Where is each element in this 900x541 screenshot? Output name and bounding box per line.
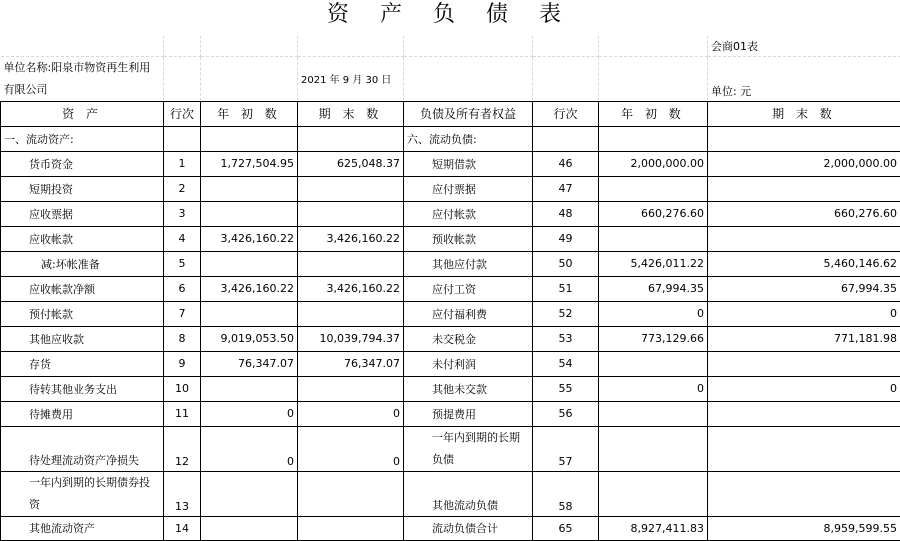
asset-name: 应收帐款 [1,226,164,251]
asset-begin-value [201,301,298,326]
asset-row-no: 8 [164,326,201,351]
liability-end-value [708,401,900,426]
asset-end-value [298,176,404,201]
asset-end-value: 3,426,160.22 [298,226,404,251]
asset-begin-value: 0 [201,401,298,426]
asset-end-value [298,376,404,401]
asset-begin-value [201,471,298,516]
header-row [1,101,900,126]
table-row [1,226,900,251]
asset-row-no: 6 [164,276,201,301]
asset-begin-value [201,176,298,201]
liability-row-no: 46 [533,151,599,176]
liability-end-value [708,176,900,201]
asset-end-value [298,301,404,326]
liability-name: 应付票据 [404,176,533,201]
asset-end-value: 10,039,794.37 [298,326,404,351]
liability-row-no: 56 [533,401,599,426]
liability-row-no: 53 [533,326,599,351]
liability-begin-value [599,176,708,201]
liability-name: 应付帐款 [404,201,533,226]
liability-name: 未交税金 [404,326,533,351]
asset-row-no: 11 [164,401,201,426]
asset-begin-value [201,516,298,540]
liability-begin-value: 67,994.35 [599,276,708,301]
liability-end-value [708,226,900,251]
asset-row-no: 10 [164,376,201,401]
liability-begin-value [599,226,708,251]
liability-row-no: 55 [533,376,599,401]
col-asset: 资 产 [1,101,164,126]
liability-begin-value: 8,927,411.83 [599,516,708,540]
balance-sheet-table [0,36,900,541]
asset-row-no: 3 [164,201,201,226]
asset-name: 待转其他业务支出 [1,376,164,401]
asset-row-no: 12 [164,426,201,471]
asset-name: 减:坏帐准备 [1,251,164,276]
asset-begin-value: 3,426,160.22 [201,226,298,251]
asset-name: 一年内到期的长期债券投资 [1,471,164,516]
asset-begin-value: 76,347.07 [201,351,298,376]
liability-name: 流动负债合计 [404,516,533,540]
asset-row-no: 13 [164,471,201,516]
liability-begin-value: 2,000,000.00 [599,151,708,176]
asset-end-value: 625,048.37 [298,151,404,176]
asset-row-no: 4 [164,226,201,251]
table-row [1,201,900,226]
col-begin-2: 年 初 数 [599,101,708,126]
table-row [1,301,900,326]
liability-begin-value [599,351,708,376]
liability-row-no: 65 [533,516,599,540]
liability-begin-value: 660,276.60 [599,201,708,226]
asset-begin-value: 9,019,053.50 [201,326,298,351]
liability-row-no: 58 [533,471,599,516]
asset-end-value: 0 [298,426,404,471]
liability-end-value [708,471,900,516]
col-liab: 负债及所有者权益 [404,101,533,126]
liability-name: 短期借款 [404,151,533,176]
currency-unit: 单位: 元 [708,56,900,101]
col-begin: 年 初 数 [201,101,298,126]
table-row [1,426,900,471]
liability-end-value: 67,994.35 [708,276,900,301]
table-row [1,151,900,176]
asset-name: 其他流动资产 [1,516,164,540]
table-row [1,276,900,301]
table-row [1,471,900,516]
liability-row-no: 49 [533,226,599,251]
asset-name: 应收帐款净额 [1,276,164,301]
liability-row-no [533,126,599,151]
asset-row-no: 5 [164,251,201,276]
asset-end-value [298,126,404,151]
liability-end-value: 0 [708,301,900,326]
asset-row-no [164,126,201,151]
liability-end-value [708,126,900,151]
table-row [1,251,900,276]
asset-end-value: 3,426,160.22 [298,276,404,301]
asset-name: 预付帐款 [1,301,164,326]
form-code-row [1,36,900,56]
liability-row-no: 50 [533,251,599,276]
liability-end-value: 660,276.60 [708,201,900,226]
liability-name: 其他未交款 [404,376,533,401]
table-row [1,126,900,151]
asset-end-value: 76,347.07 [298,351,404,376]
liability-name: 一年内到期的长期负债 [404,426,533,471]
liability-end-value: 5,460,146.62 [708,251,900,276]
asset-name: 待摊费用 [1,401,164,426]
liability-name: 应付福利费 [404,301,533,326]
col-row-no: 行次 [164,101,201,126]
table-row [1,376,900,401]
col-row-no-2: 行次 [533,101,599,126]
col-end-2: 期 末 数 [708,101,900,126]
asset-end-value [298,251,404,276]
asset-name: 一、流动资产: [1,126,164,151]
asset-row-no: 7 [164,301,201,326]
asset-row-no: 2 [164,176,201,201]
liability-end-value: 2,000,000.00 [708,151,900,176]
liability-row-no: 57 [533,426,599,471]
asset-name: 货币资金 [1,151,164,176]
asset-begin-value [201,376,298,401]
meta-row [1,56,900,101]
table-row [1,326,900,351]
asset-name: 其他应收款 [1,326,164,351]
col-end: 期 末 数 [298,101,404,126]
asset-row-no: 9 [164,351,201,376]
liability-begin-value [599,401,708,426]
liability-begin-value: 5,426,011.22 [599,251,708,276]
unit-name: 单位名称:阳泉市物资再生利用有限公司 [1,56,164,101]
liability-end-value: 8,959,599.55 [708,516,900,540]
liability-end-value [708,351,900,376]
liability-name: 未付利润 [404,351,533,376]
liability-begin-value: 0 [599,376,708,401]
liability-begin-value: 773,129.66 [599,326,708,351]
table-row [1,516,900,540]
liability-name: 应付工资 [404,276,533,301]
asset-name: 应收票据 [1,201,164,226]
table-row [1,176,900,201]
liability-begin-value [599,426,708,471]
asset-end-value [298,516,404,540]
asset-name: 存货 [1,351,164,376]
page-title: 资 产 负 债 表 [0,0,900,36]
liability-row-no: 54 [533,351,599,376]
liability-name: 其他流动负债 [404,471,533,516]
liability-begin-value: 0 [599,301,708,326]
asset-row-no: 1 [164,151,201,176]
liability-name: 六、流动负债: [404,126,533,151]
asset-begin-value [201,201,298,226]
liability-row-no: 51 [533,276,599,301]
asset-begin-value [201,251,298,276]
liability-row-no: 48 [533,201,599,226]
form-code: 会商01表 [708,36,900,56]
liability-row-no: 47 [533,176,599,201]
asset-begin-value [201,126,298,151]
liability-end-value: 771,181.98 [708,326,900,351]
table-row [1,401,900,426]
report-date: 2021 年 9 月 30 日 [298,56,404,101]
liability-end-value: 0 [708,376,900,401]
table-row [1,351,900,376]
asset-end-value: 0 [298,401,404,426]
liability-row-no: 52 [533,301,599,326]
asset-end-value [298,201,404,226]
asset-row-no: 14 [164,516,201,540]
liability-begin-value [599,471,708,516]
liability-begin-value [599,126,708,151]
asset-end-value [298,471,404,516]
asset-begin-value: 1,727,504.95 [201,151,298,176]
asset-begin-value: 0 [201,426,298,471]
liability-name: 其他应付款 [404,251,533,276]
asset-name: 短期投资 [1,176,164,201]
asset-begin-value: 3,426,160.22 [201,276,298,301]
liability-name: 预收帐款 [404,226,533,251]
asset-name: 待处理流动资产净损失 [1,426,164,471]
liability-name: 预提费用 [404,401,533,426]
liability-end-value [708,426,900,471]
